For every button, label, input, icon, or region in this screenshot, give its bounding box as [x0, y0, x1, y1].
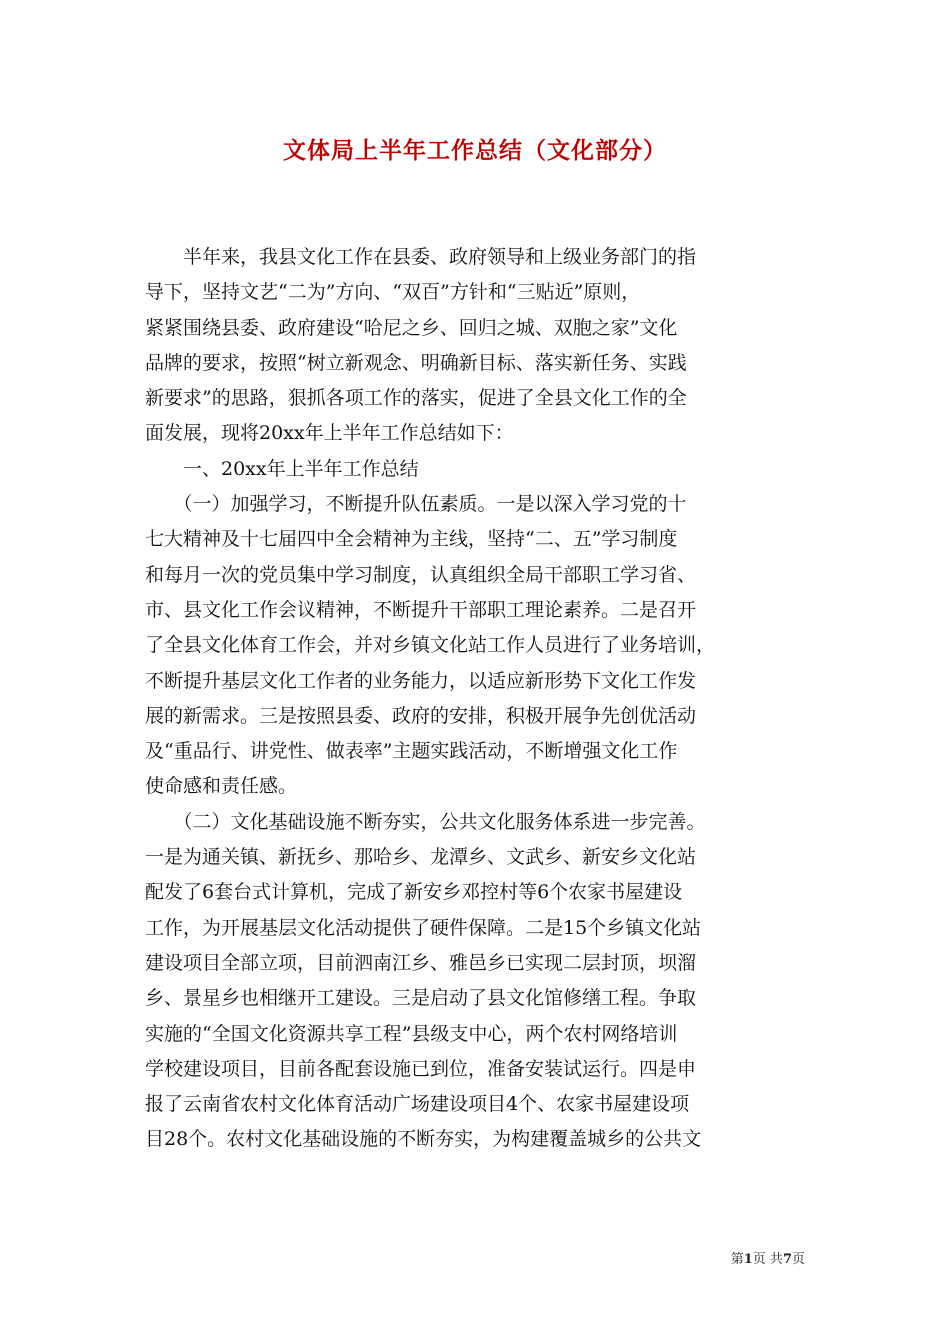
- body-line: 导下，坚持文艺“二为”方向、“双百”方针和“三贴近”原则，: [145, 281, 641, 304]
- body-line: 市、县文化工作会议精神，不断提升干部职工理论素养。二是召开: [145, 598, 697, 621]
- body-line: 实施的“全国文化资源共享工程”县级支中心，两个农村网络培训: [145, 1022, 678, 1045]
- body-line: 了全县文化体育工作会，并对乡镇文化站工作人员进行了业务培训，: [145, 634, 716, 657]
- body-line: 及“重品行、讲党性、做表率”主题实践活动，不断增强文化工作: [145, 740, 678, 763]
- body-line: 学校建设项目，目前各配套设施已到位，准备安装试运行。四是申: [145, 1057, 697, 1080]
- document-title: 文体局上半年工作总结（文化部分）: [283, 137, 667, 164]
- body-line: 不断提升基层文化工作者的业务能力，以适应新形势下文化工作发: [145, 669, 697, 692]
- body-line: 面发展，现将20xx年上半年工作总结如下：: [145, 422, 514, 445]
- body-line: 一是为通关镇、新抚乡、那哈乡、龙潭乡、文武乡、新安乡文化站: [145, 846, 697, 869]
- body-line: 工作，为开展基层文化活动提供了硬件保障。二是15个乡镇文化站: [145, 916, 702, 939]
- page-number-footer: [731, 1248, 805, 1267]
- page-mid: 页 共: [752, 1252, 783, 1267]
- body-line: 建设项目全部立项，目前泗南江乡、雅邑乡已实现二层封顶，坝溜: [145, 951, 697, 974]
- document-body: [145, 240, 810, 1158]
- body-line: 七大精神及十七届四中全会精神为主线，坚持“二、五”学习制度: [145, 528, 678, 551]
- body-line: 半年来，我县文化工作在县委、政府领导和上级业务部门的指: [145, 246, 697, 268]
- body-line: 和每月一次的党员集中学习制度，认真组织全局干部职工学习省、: [145, 563, 697, 586]
- body-line: （一）加强学习，不断提升队伍素质。一是以深入学习党的十: [145, 493, 687, 516]
- body-line: 新要求”的思路，狠抓各项工作的落实，促进了全县文化工作的全: [145, 387, 687, 410]
- body-line: （二）文化基础设施不断夯实，公共文化服务体系进一步完善。: [145, 810, 706, 833]
- body-line: 紧紧围绕县委、政府建设“哈尼之乡、回归之城、双胞之家”文化: [145, 316, 678, 339]
- body-line: 展的新需求。三是按照县委、政府的安排，积极开展争先创优活动: [145, 704, 697, 727]
- page-current: 1: [743, 1252, 753, 1267]
- body-line: 目28个。农村文化基础设施的不断夯实，为构建覆盖城乡的公共文: [145, 1128, 702, 1151]
- body-line: 品牌的要求，按照“树立新观念、明确新目标、落实新任务、实践: [145, 351, 687, 374]
- body-line: 乡、景星乡也相继开工建设。三是启动了县文化馆修缮工程。争取: [145, 987, 697, 1010]
- body-line: 使命感和责任感。: [145, 775, 298, 798]
- page-prefix: 第: [730, 1252, 744, 1267]
- page-suffix: 页: [791, 1252, 805, 1267]
- body-line: 报了云南省农村文化体育活动广场建设项目4个、农家书屋建设项: [145, 1093, 690, 1116]
- body-line: 配发了6套台式计算机，完成了新安乡邓控村等6个农家书屋建设: [145, 881, 683, 904]
- section-heading: 一、20xx年上半年工作总结: [145, 457, 419, 480]
- page-total: 7: [782, 1252, 792, 1267]
